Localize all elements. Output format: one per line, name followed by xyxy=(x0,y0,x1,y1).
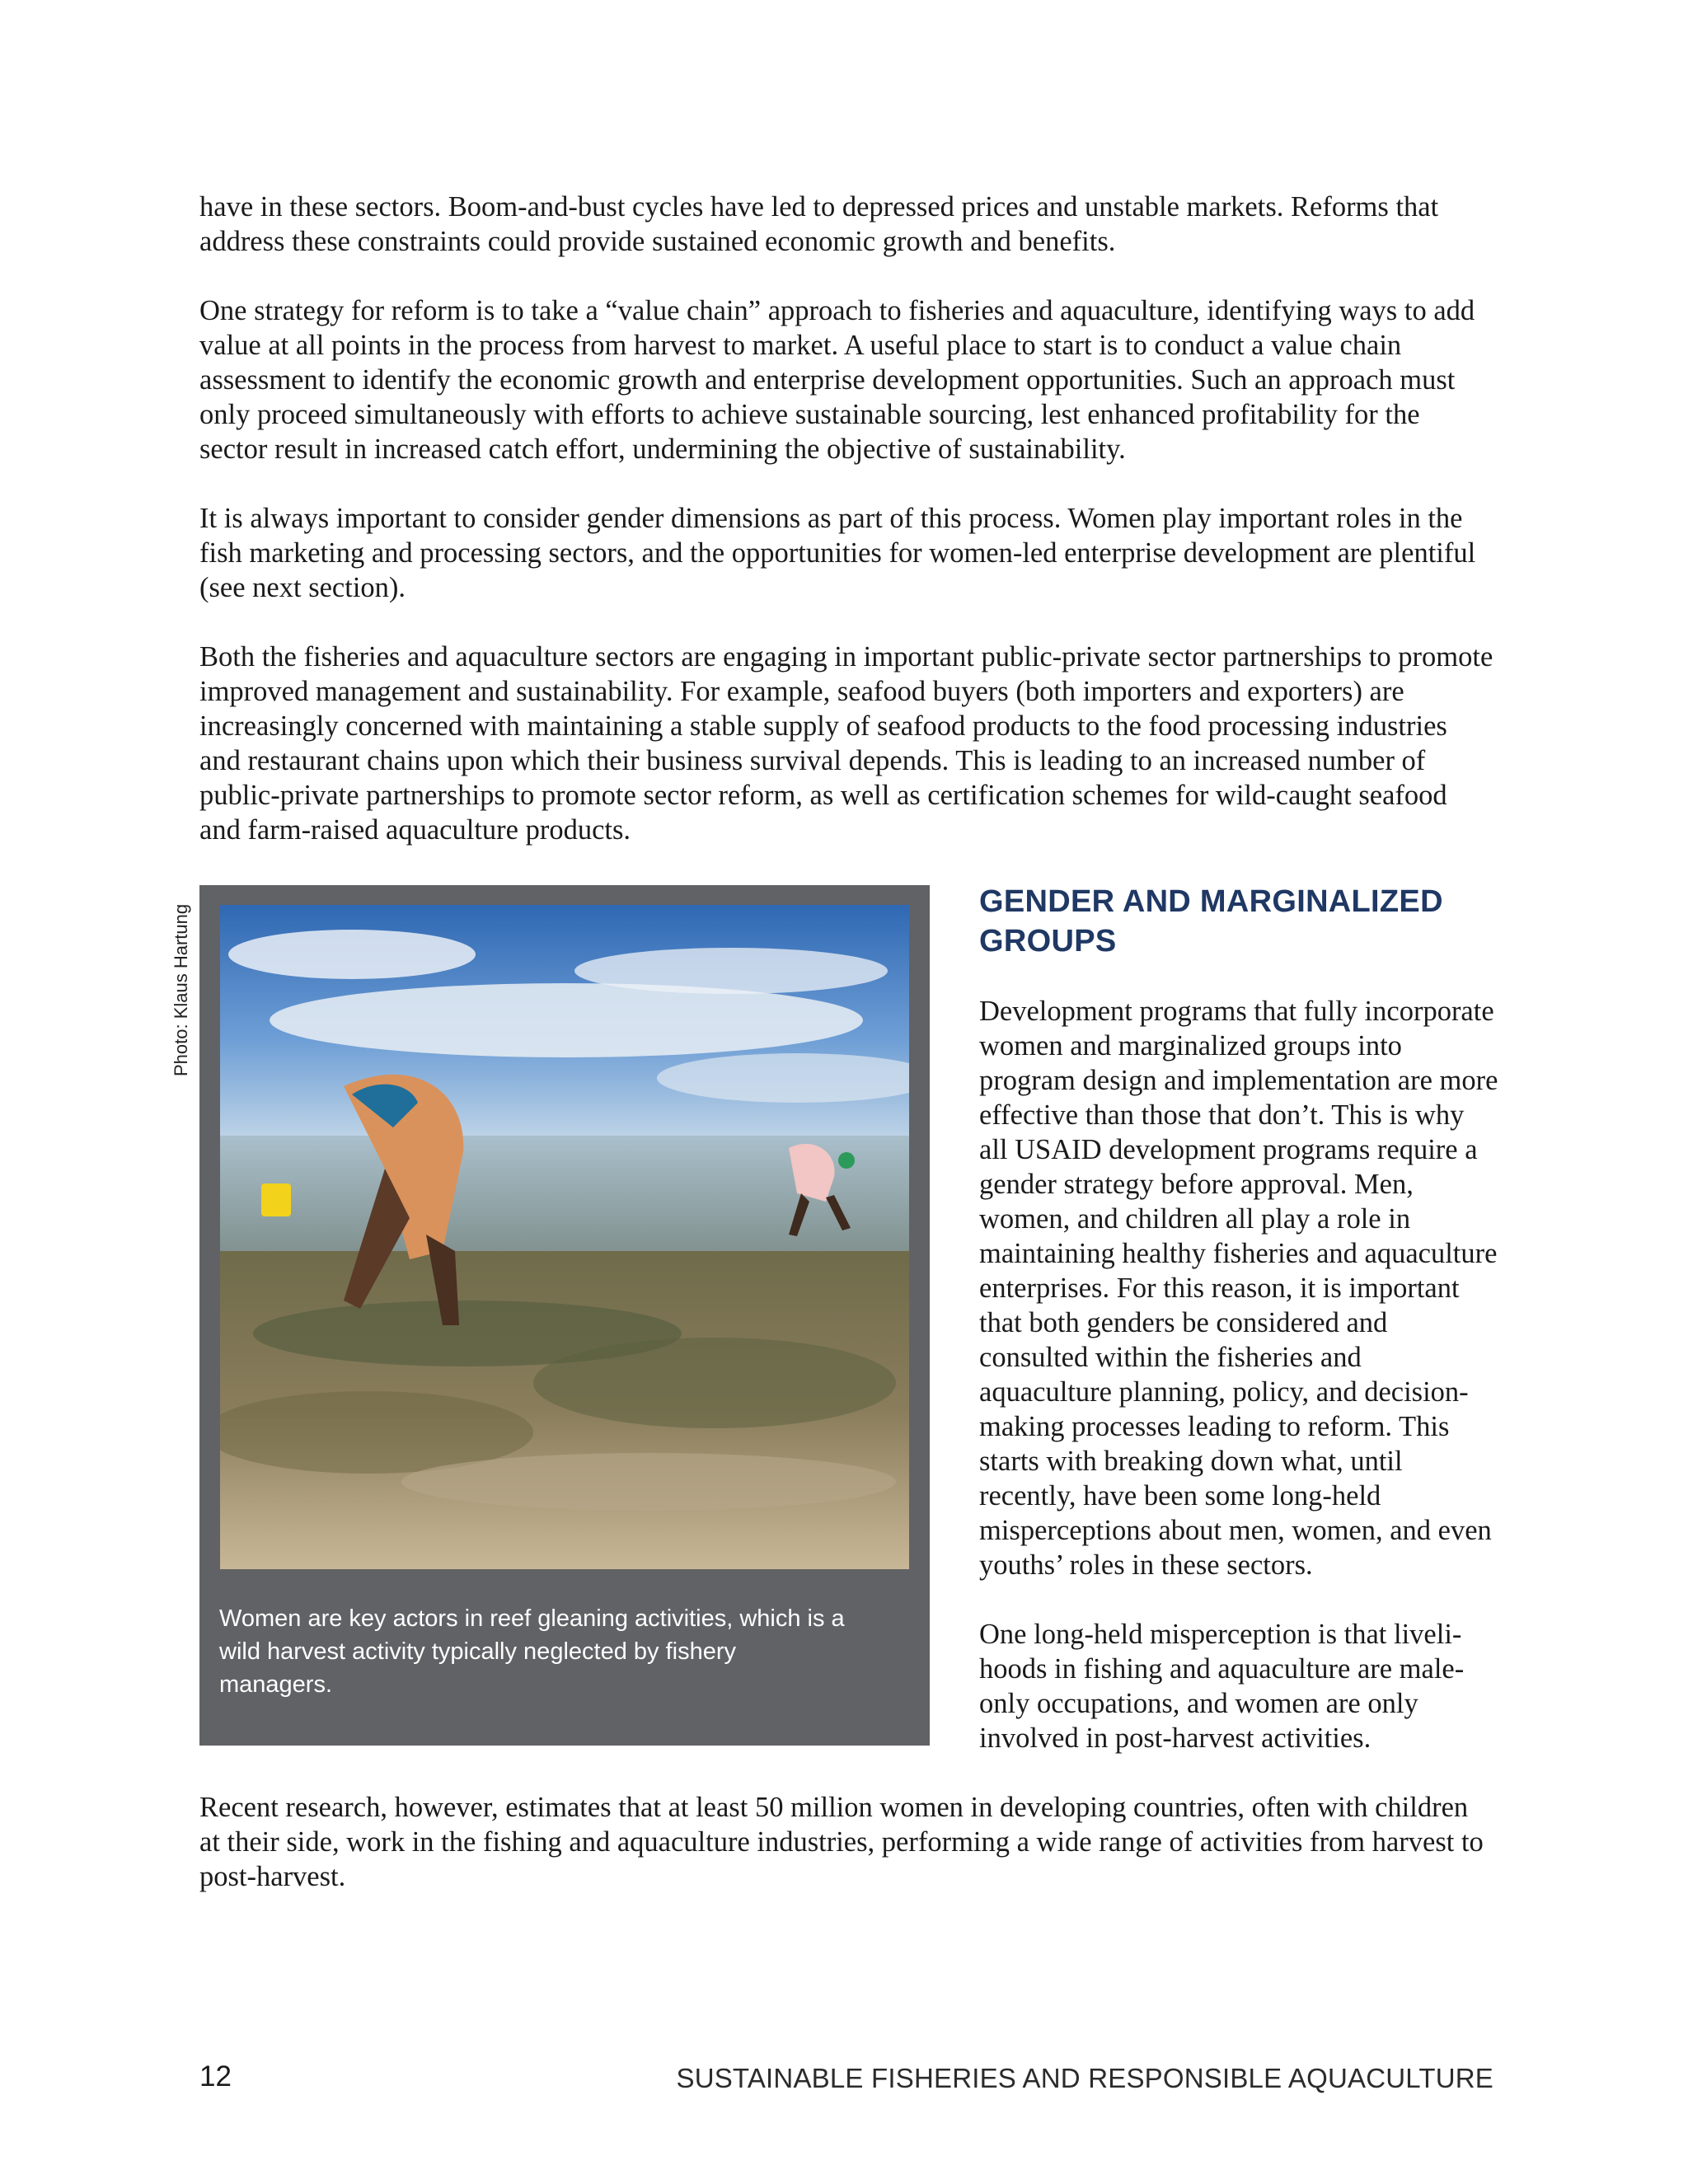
paragraph: have in these sectors. Boom-and-bust cycles have led to depressed prices and unstable markets. Reforms that address these constraints could provide sustained economic growth and benefits. xyxy=(199,191,1439,257)
side-column xyxy=(979,882,1498,1755)
page-number: 12 xyxy=(199,2060,232,2093)
section-heading: GENDER AND MARGINALIZED GROUPS xyxy=(979,884,1443,958)
body-text-top xyxy=(199,190,1493,882)
photo-reef-gleaning xyxy=(220,905,909,1569)
figure-caption: Women are key actors in reef gleaning activities, which is a wild harvest activity typically neglected by fishery managers. xyxy=(219,1605,845,1698)
paragraph: It is always important to consider gender dimensions as part of this process. Women play important roles in the fish marketing and processing sectors, and the opportunities for women-led enterprise development are plentiful (see next section). xyxy=(199,503,1476,603)
paragraph: One long-held misperception is that liveli-hoods in fishing and aquaculture are male-only occupations, and women are only involved in post-harvest activities. xyxy=(979,1619,1465,1754)
photo-credit-text: Photo: Klaus Hartung xyxy=(171,903,191,1076)
paragraph: One strategy for reform is to take a “value chain” approach to fisheries and aquaculture, identifying ways to add value at all points in the process from harvest to market. A useful place to start is to conduct a value chain assessment to identify the economic growth and enterprise development opportunities. Such an approach must only proceed simultaneously with efforts to achieve sustainable sourcing, lest enhanced profitability for the sector result in increased catch effort, undermining the objective of sustainability. xyxy=(199,295,1475,465)
running-title: SUSTAINABLE FISHERIES AND RESPONSIBLE AQUACULTURE xyxy=(676,2063,1493,2093)
paragraph: Development programs that fully incorporate women and marginalized groups into program design and implementation are more effective than those that don’t. This is why all USAID development programs require a gender strategy before approval. Men, women, and children all play a role in maintaining healthy fisheries and aquaculture enterprises. For this reason, it is important that both genders be considered and consulted within the fisheries and aquaculture planning, policy, and decision-making processes leading to reform. This starts with breaking down what, until recently, have been some long-held misperceptions about men, women, and even youths’ roles in these sectors. xyxy=(979,996,1498,1581)
section-text xyxy=(979,994,1498,1755)
figure-box xyxy=(199,885,930,1746)
photo-credit xyxy=(171,887,191,1076)
body-text-bottom: Recent research, however, estimates that at least 50 million women in developing countries, often with children at their side, work in the fishing and aquaculture industries, performing a wide range of activities from harvest to post-harvest. xyxy=(199,1792,1484,1892)
paragraph: Both the fisheries and aquaculture sectors are engaging in important public-private sector partnerships to promote improved management and sustainability. For example, seafood buyers (both importers and exporters) are increasingly concerned with maintaining a stable supply of seafood products to the food processing industries and restaurant chains upon which their business survival depends. This is leading to an increased number of public-private partnerships to promote sector reform, as well as certification schemes for wild-caught seafood and farm-raised aquaculture products. xyxy=(199,641,1493,846)
